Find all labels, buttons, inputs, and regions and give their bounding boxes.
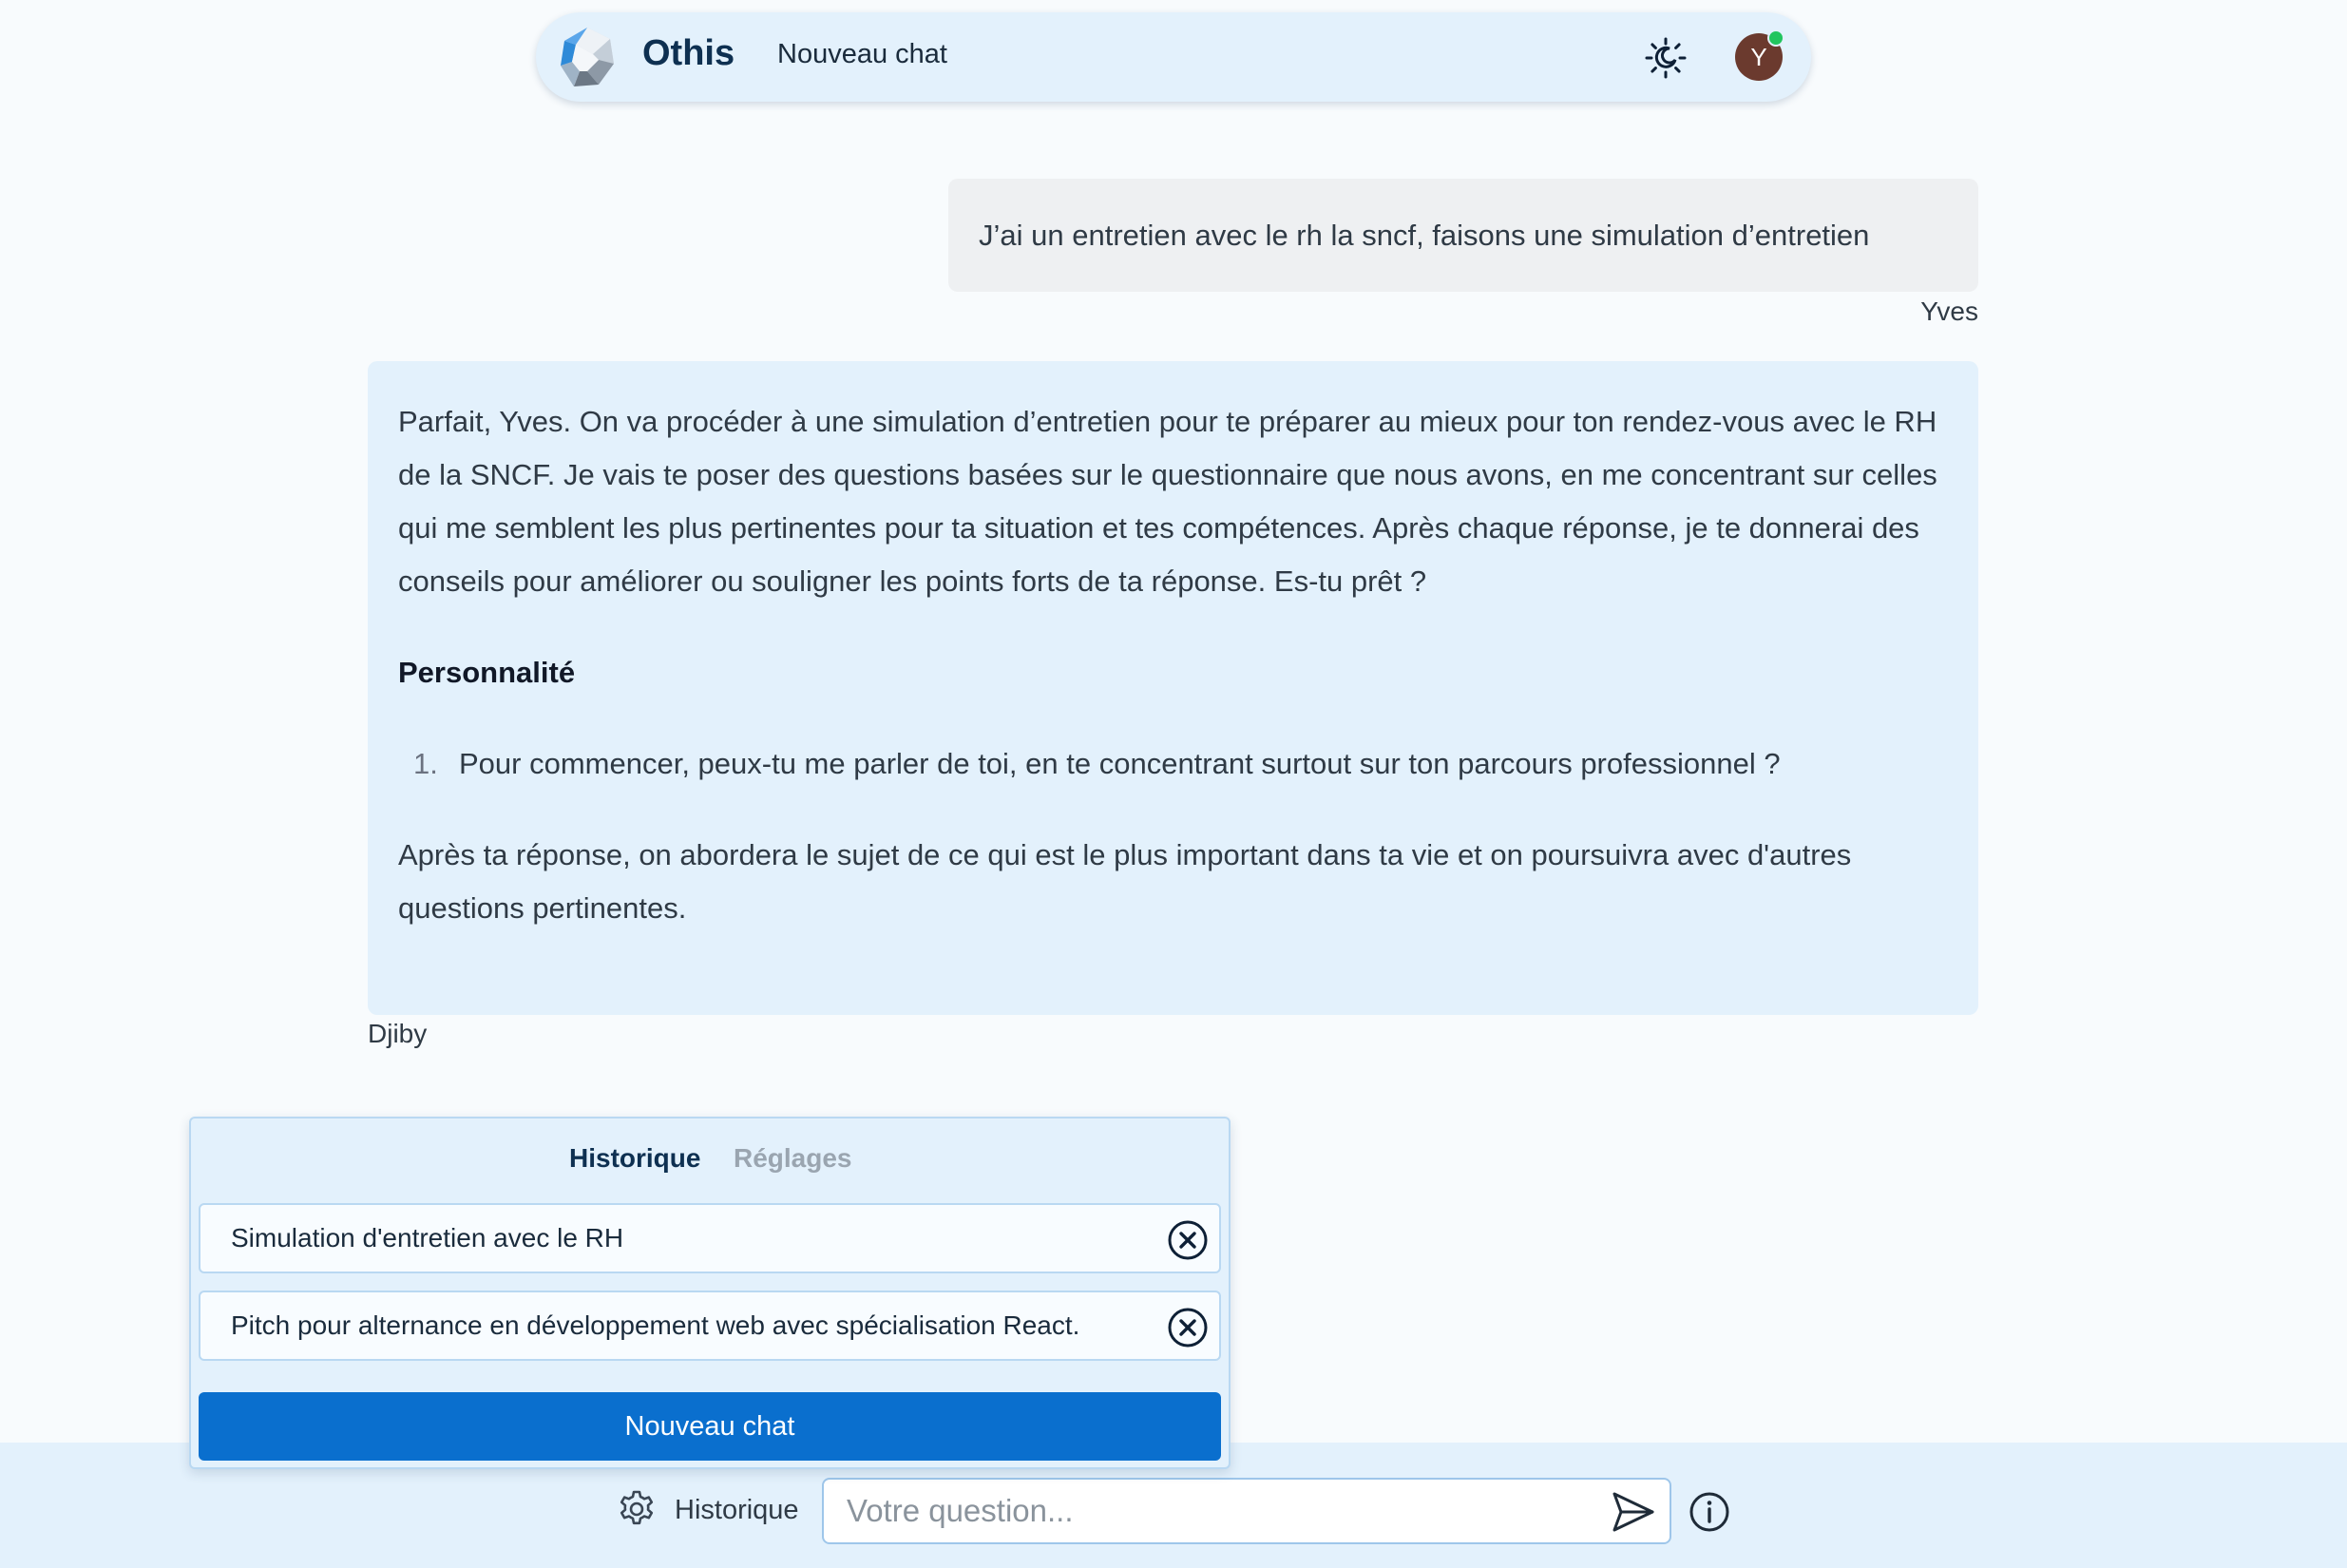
assistant-message-intro: Parfait, Yves. On va procéder à une simulation d’entretien pour te préparer au mieux pour ton rendez-vous avec le RH de la SNCF. Je vais te poser des questions basées sur le questionnaire que nous avons, en me concentrant sur celles qui me semblent les plus pertinentes pour ta situation et tes compétences. Après chaque réponse, je te donnerai des conseils pour améliorer ou souligner les points forts de ta réponse. Es-tu prêt ? bbox=[398, 405, 1937, 598]
new-chat-button[interactable]: Nouveau chat bbox=[199, 1392, 1221, 1461]
theme-toggle-icon[interactable] bbox=[1644, 36, 1688, 80]
top-navigation-bar bbox=[536, 12, 1811, 102]
online-status-badge bbox=[1767, 29, 1784, 47]
assistant-message-closing: Après ta réponse, on abordera le sujet de ce qui est le plus important dans ta vie et on poursuivra avec d'autres questions pertinentes. bbox=[398, 838, 1852, 925]
close-icon[interactable] bbox=[1166, 1306, 1210, 1349]
tab-historique[interactable]: Historique bbox=[569, 1143, 701, 1173]
logo-icon[interactable] bbox=[551, 22, 623, 94]
gear-icon[interactable] bbox=[616, 1488, 658, 1530]
history-item[interactable] bbox=[199, 1291, 1221, 1361]
user-message-author: Yves bbox=[1920, 296, 1978, 326]
list-item bbox=[398, 737, 1948, 791]
history-panel bbox=[189, 1117, 1231, 1469]
avatar[interactable]: Y bbox=[1735, 33, 1783, 81]
brand-name: Othis bbox=[642, 33, 735, 73]
list-item-text: Pour commencer, peux-tu me parler de toi, en te concentrant surtout sur ton parcours professionnel ? bbox=[459, 747, 1781, 780]
history-item[interactable] bbox=[199, 1203, 1221, 1273]
assistant-question-list bbox=[398, 737, 1948, 791]
tab-reglages[interactable]: Réglages bbox=[734, 1143, 852, 1173]
history-toggle-link[interactable]: Historique bbox=[675, 1495, 799, 1525]
assistant-message-heading: Personnalité bbox=[398, 656, 576, 689]
assistant-message bbox=[368, 361, 1978, 1015]
close-icon[interactable] bbox=[1166, 1218, 1210, 1262]
nav-new-chat-link[interactable]: Nouveau chat bbox=[777, 39, 947, 69]
history-item-label: Pitch pour alternance en développement web avec spécialisation React. bbox=[231, 1310, 1080, 1340]
history-item-label: Simulation d'entretien avec le RH bbox=[231, 1223, 624, 1252]
assistant-message-author: Djiby bbox=[368, 1019, 428, 1048]
send-icon[interactable] bbox=[1610, 1488, 1657, 1536]
user-message: J’ai un entretien avec le rh la sncf, faisons une simulation d’entretien bbox=[948, 179, 1978, 292]
question-input[interactable] bbox=[822, 1478, 1671, 1544]
list-item-number: 1. bbox=[413, 747, 438, 780]
info-icon[interactable] bbox=[1688, 1490, 1731, 1534]
